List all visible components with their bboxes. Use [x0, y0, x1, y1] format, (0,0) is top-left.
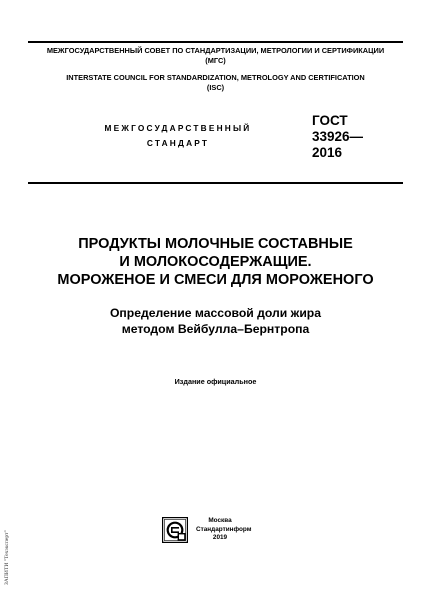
document-title [28, 235, 403, 289]
publisher-city: Москва [208, 517, 232, 524]
council-en-abbrev: (ISC) [206, 83, 225, 92]
gost-label: ГОСТ [312, 113, 348, 128]
standard-type-line2: СТАНДАРТ [146, 138, 210, 148]
title-line3: МОРОЖЕНОЕ И СМЕСИ ДЛЯ МОРОЖЕНОГО [57, 272, 374, 288]
side-watermark-note: ЗАПИТИ "Техэксперт" [4, 530, 10, 585]
council-name-ru [28, 46, 403, 66]
publisher-info [196, 517, 252, 543]
subtitle-line2: методом Вейбулла–Бернтропа [121, 322, 310, 336]
title-line2: И МОЛОКОСОДЕРЖАЩИЕ. [119, 254, 312, 270]
publisher-year: 2019 [212, 534, 228, 541]
standartinform-logo-icon [162, 517, 188, 543]
gost-year: 2016 [312, 145, 343, 160]
gost-designation [312, 113, 363, 161]
edition-label: Издание официальное [174, 377, 257, 386]
middle-rule [28, 182, 403, 184]
title-line1: ПРОДУКТЫ МОЛОЧНЫЕ СОСТАВНЫЕ [78, 236, 353, 252]
council-en-line1: INTERSTATE COUNCIL FOR STANDARDIZATION, METROLOGY AND CERTIFICATION [66, 73, 365, 82]
council-ru-abbrev: (МГС) [205, 56, 226, 65]
standard-type [88, 121, 268, 151]
standard-type-line1: МЕЖГОСУДАРСТВЕННЫЙ [104, 123, 252, 133]
gost-number: 33926— [312, 129, 364, 144]
council-name-en [28, 73, 403, 93]
council-ru-line1: МЕЖГОСУДАРСТВЕННЫЙ СОВЕТ ПО СТАНДАРТИЗАЦИИ, МЕТРОЛОГИИ И СЕРТИФИКАЦИИ [46, 46, 385, 55]
top-rule [28, 41, 403, 43]
publisher-name: Стандартинформ [196, 525, 252, 533]
document-subtitle [28, 305, 403, 337]
subtitle-line1: Определение массовой доли жира [109, 306, 322, 320]
